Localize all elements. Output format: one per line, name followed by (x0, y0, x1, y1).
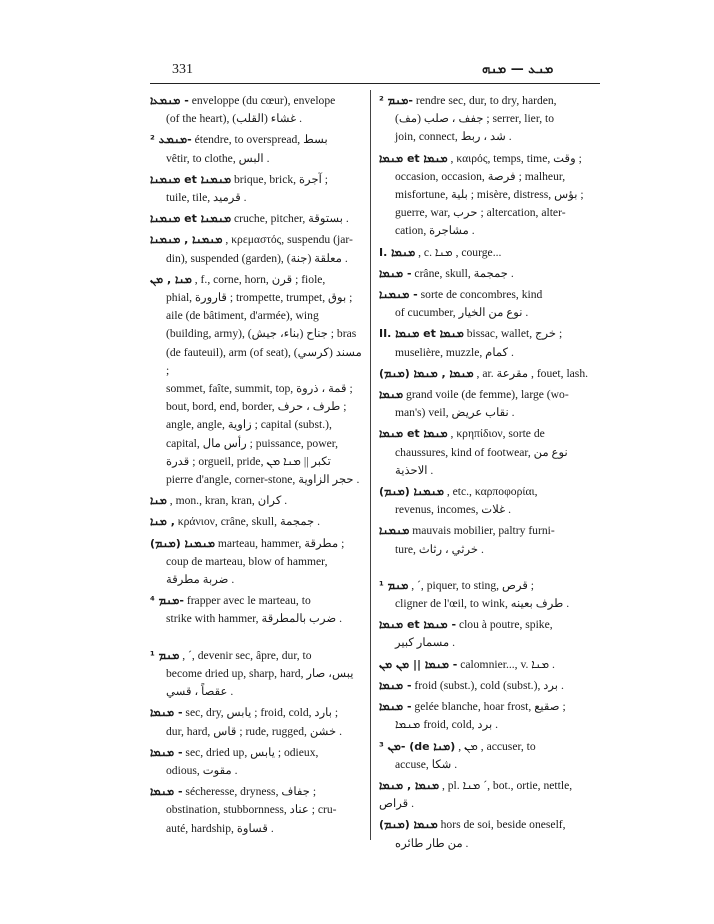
definition-text: gelée blanche, hoar frost, صقيع ; (411, 700, 566, 714)
dictionary-entry (379, 816, 601, 852)
headword: ܡܢܡܐ - (379, 700, 412, 714)
headword: ܡܢܡܐ (379, 388, 404, 402)
definition-text: clou à poutre, spike, (456, 618, 553, 632)
headword: II. ܡܢܡܐ et ܡܢܡܐ (379, 327, 464, 341)
entry-continuation-line (395, 595, 601, 613)
headword: ܡܢܡܢܐ et ܡܢܡܢܐ (150, 212, 232, 226)
definition-text: dur, hard, قاس ; rude, rugged, خشن . (166, 724, 342, 738)
entry-first-line (150, 231, 362, 249)
headword: ܡܢܡܐ et ܡܢܡܐ - (379, 618, 457, 632)
headword: ܡܢܐ (150, 494, 167, 508)
definition-text: sécheresse, dryness, جفاف ; (182, 785, 317, 799)
definition-text: marteau, hammer, مطرقة ; (214, 536, 345, 550)
definition-text: crâne, skull, جمجمة . (411, 266, 514, 280)
entry-continuation-line (395, 168, 601, 186)
entry-first-line (379, 738, 601, 756)
definition-text: مسمار كبير . (395, 636, 455, 650)
entry-first-line (379, 365, 601, 383)
dictionary-entry (150, 131, 362, 167)
entry-first-line (379, 616, 601, 634)
dictionary-entry (379, 777, 601, 813)
definition-text: frapper avec le marteau, to (183, 594, 311, 608)
definition-text: (of the heart), (غشاء (القلب . (166, 112, 302, 126)
definition-text: angle, angle, زاوية ; capital (subst.), (166, 418, 332, 432)
entry-continuation-line (166, 307, 362, 325)
definition-text: vêtir, to clothe, البس . (166, 151, 270, 165)
entry-first-line (379, 677, 601, 695)
definition-text: enveloppe (du cœur), envelope (188, 94, 336, 107)
headword: ܡܢܡܐ || ܡܢ ܡܢ - (379, 657, 458, 671)
entry-first-line (150, 704, 362, 722)
entry-continuation-line (166, 820, 362, 838)
definition-text: عقصاً ، قسي . (166, 685, 234, 699)
running-head: ܡܢܥ — ܡܢܗ (482, 62, 554, 77)
definition-text: tuile, tile, قرميد . (166, 191, 247, 205)
dictionary-entry (150, 647, 362, 702)
definition-text: chaussures, kind of footwear, نوع من (395, 445, 568, 459)
dictionary-entry (379, 150, 601, 241)
definition-text: calomnier..., v. ܡܢܐ . (457, 657, 555, 671)
entry-continuation-line (166, 380, 362, 398)
definition-text: ضربة مطرقة . (166, 573, 235, 587)
entry-continuation-line (395, 444, 601, 462)
entry-continuation-line (395, 222, 601, 240)
dictionary-entry (150, 171, 362, 207)
entry-continuation-line (395, 541, 601, 559)
entry-first-line (379, 698, 601, 716)
definition-text: , ´, piquer, to sting, قرص ; (408, 578, 535, 592)
entry-first-line (379, 386, 601, 404)
entry-continuation-line (166, 189, 362, 207)
entry-first-line (379, 522, 601, 540)
dictionary-entry (379, 522, 601, 558)
left-column (150, 92, 362, 841)
definition-text: odious, مقوت . (166, 763, 238, 777)
entry-first-line (379, 92, 601, 110)
definition-text: aile (de bâtiment, d'armée), wing (166, 309, 319, 323)
definition-text: phial, قارورة ; trompette, trumpet, بوق ; (166, 291, 353, 305)
definition-text: revenus, incomes, غلات . (395, 503, 511, 517)
definition-text: grand voile (de femme), large (wo- (403, 388, 569, 402)
entry-continuation-line (395, 186, 601, 204)
entry-continuation-line (395, 501, 601, 519)
definition-text: , f., corne, horn, قرن ; fiole, (191, 272, 326, 286)
definition-text: , pl. ܡܢܐ ´, bot., ortie, nettle, قراص . (379, 778, 573, 811)
definition-text: strike with hammer, ضرب بالمطرقة . (166, 612, 342, 626)
column-divider (370, 90, 371, 840)
entry-first-line (150, 783, 362, 801)
headword: ܡܢܡܢܐ - (379, 288, 418, 302)
entry-first-line (150, 492, 362, 510)
dictionary-entry (150, 744, 362, 780)
definition-text: ܡܢܡܐ froid, cold, برد . (395, 718, 499, 732)
entry-continuation-line (166, 610, 362, 628)
dictionary-entry (379, 656, 601, 674)
entry-continuation-line (166, 453, 362, 471)
headword: ܡܢܐ , ܡܢ (150, 272, 192, 286)
entry-first-line (150, 92, 362, 110)
entry-first-line (379, 656, 601, 674)
entry-first-line (379, 286, 601, 304)
definition-text: sommet, faîte, summit, top, قمة ، ذروة ; (166, 382, 353, 396)
definition-text: sorte de concombres, kind (417, 288, 543, 302)
definition-text: , καιρός, temps, time, وقت ; (447, 151, 582, 165)
dictionary-entry (379, 325, 601, 361)
definition-text: sec, dry, يابس ; froid, cold, بارد ; (182, 706, 339, 720)
headword: ܡܢ ³- (de ܡܢܐ) (379, 739, 456, 753)
page-number: 331 (172, 62, 193, 77)
entry-first-line (150, 744, 362, 762)
definition-text: din), suspended (garden), (معلقة (جنة . (166, 251, 348, 265)
definition-text: accuse, شكا . (395, 757, 458, 771)
headword: ܡܢܡܢܐ et ܡܢܡܢܐ (150, 172, 232, 186)
definition-text: bout, bord, end, border, طرف ، حرف ; (166, 400, 347, 414)
dictionary-entry (150, 492, 362, 510)
definition-text: (building, army), (جناح (بناء، جيش ; bras (166, 327, 357, 341)
definition-text: étendre, to overspread, بسط (191, 133, 328, 147)
entry-continuation-line (166, 471, 362, 489)
headword: ܡܢܡܐ - (150, 745, 183, 759)
entry-continuation-line (166, 435, 362, 453)
entry-first-line (379, 244, 601, 262)
dictionary-entry (379, 738, 601, 774)
headword: ܡܢܡܐ - (150, 785, 183, 799)
dictionary-entry (379, 698, 601, 734)
dictionary-entry (150, 231, 362, 267)
entry-first-line (150, 171, 362, 189)
definition-text: , ܡܢ , accuser, to (455, 739, 536, 753)
entry-first-line (379, 483, 601, 501)
entry-continuation-line (166, 683, 362, 701)
entry-continuation-line (166, 801, 362, 819)
dictionary-entry (379, 286, 601, 322)
headword: (ܡܢܡ) ܡܢܡܢܐ (150, 536, 215, 550)
definition-text: muselière, muzzle, كمام . (395, 345, 514, 359)
entry-first-line (379, 777, 601, 813)
entry-continuation-line (166, 325, 362, 343)
headword: ܡܢܡܥ ²- (150, 133, 192, 147)
entry-continuation-line (166, 289, 362, 307)
dictionary-entry (150, 92, 362, 128)
entry-continuation-line (166, 398, 362, 416)
headword: ܡܢܡܐ - (379, 678, 412, 692)
headword: (ܡܢܡ) ܡܢܡܢܐ (379, 485, 444, 499)
dictionary-entry (379, 677, 601, 695)
definition-text: auté, hardship, قساوة . (166, 821, 274, 835)
entry-first-line (150, 647, 362, 665)
definition-text: (جفف ، صلب (مف ; serrer, lier, to (395, 112, 555, 126)
dictionary-entry (379, 616, 601, 652)
definition-text: coup de marteau, blow of hammer, (166, 554, 328, 568)
entry-continuation-line (166, 665, 362, 683)
headword: ܡܢܡܐ , ܡܢܡܐ (379, 778, 440, 792)
header-rule (150, 83, 600, 84)
definition-text: rendre sec, dur, to dry, harden, (412, 94, 557, 107)
dictionary-entry (150, 271, 362, 489)
definition-text: cation, مشاجرة . (395, 224, 475, 238)
definition-text: من طار طائره . (395, 836, 469, 850)
dictionary-entry (379, 244, 601, 262)
entry-continuation-line (395, 756, 601, 774)
definition-text: , c. ܡܢܐ , courge... (415, 245, 502, 259)
definition-text: , κρεμαστός, suspendu (jar- (222, 233, 353, 247)
entry-first-line (150, 271, 362, 289)
entry-first-line (150, 592, 362, 610)
definition-text: join, connect, شد ، ربط . (395, 130, 512, 144)
headword: ܡܢܡܐ - (379, 266, 412, 280)
dictionary-entry (150, 210, 362, 228)
headword: ܡܢܡܐ et ܡܢܡܐ (379, 151, 448, 165)
definition-text: , ar. مقرعة , fouet, lash. (473, 366, 589, 380)
entry-continuation-line (166, 416, 362, 434)
dictionary-entry (150, 704, 362, 740)
entry-first-line (379, 577, 601, 595)
definition-text: guerre, war, حرب ; altercation, alter- (395, 206, 566, 220)
entry-continuation-line (166, 723, 362, 741)
definition-text: cruche, pitcher, بستوقة . (231, 212, 349, 226)
definition-text: الاحذية . (395, 463, 434, 477)
entry-continuation-line (395, 716, 601, 734)
definition-text: , ´, devenir sec, âpre, dur, to (179, 648, 312, 662)
headword: ܡܢܡܐ et ܡܢܡܐ (379, 427, 448, 441)
definition-text: of cucumber, نوع من الخيار . (395, 306, 529, 320)
definition-text: brique, brick, آجرة ; (231, 172, 328, 186)
headword: (ܡܢܡ) ܡܢܡܐ , ܡܢܡܐ (379, 366, 474, 380)
entry-continuation-line (166, 150, 362, 168)
headword: (ܡܢܡ) ܡܢܡܐ (379, 818, 438, 832)
definition-text: froid (subst.), cold (subst.), برد . (411, 678, 564, 692)
entry-continuation-line (395, 304, 601, 322)
right-column (379, 92, 601, 856)
definition-text: mauvais mobilier, paltry furni- (409, 524, 555, 538)
dictionary-entry (150, 783, 362, 838)
entry-first-line (379, 150, 601, 168)
entry-continuation-line (395, 128, 601, 146)
headword: I. ܡܢܡܐ (379, 245, 416, 259)
entry-continuation-line (395, 634, 601, 652)
headword: ܡܢܡܢܐ (379, 524, 410, 538)
definition-text: (de fauteuil), arm (of seat), (مسند (كرسي ; (166, 345, 362, 377)
definition-text: misfortune, بلية ; misère, distress, بؤس ; (395, 188, 584, 202)
definition-text: , etc., καρποφορίαι, (443, 485, 538, 499)
definition-text: bissac, wallet, خرج ; (463, 327, 563, 341)
headword: ܡܢܡܢܐ , ܡܢܡܢܐ (150, 233, 223, 247)
definition-text: occasion, occasion, فرصة ; malheur, (395, 169, 566, 183)
dictionary-entry (379, 92, 601, 147)
definition-text: hors de soi, beside oneself, (437, 818, 566, 832)
entry-continuation-line (395, 204, 601, 222)
definition-text: , mon., kran, kran, كران . (166, 494, 288, 508)
entry-first-line (379, 816, 601, 834)
definition-text: sec, dried up, يابس ; odieux, (182, 745, 319, 759)
entry-continuation-line (395, 462, 601, 480)
headword: ܡܢܡ ²- (379, 94, 413, 107)
dictionary-entry (150, 535, 362, 590)
headword: ܡܢܡܐ - (150, 706, 183, 720)
definition-text: , κρηπίδιον, sorte de (447, 427, 545, 441)
entry-continuation-line (395, 344, 601, 362)
entry-continuation-line (166, 553, 362, 571)
entry-continuation-line (395, 404, 601, 422)
entry-continuation-line (166, 762, 362, 780)
definition-text: κράνιον, crâne, skull, جمجمة . (174, 515, 321, 529)
entry-first-line (150, 210, 362, 228)
entry-first-line (150, 131, 362, 149)
entry-first-line (379, 325, 601, 343)
entry-continuation-line (395, 110, 601, 128)
headword: ܡܢܡܥܐ - (150, 94, 189, 107)
entry-first-line (379, 265, 601, 283)
entry-continuation-line (166, 250, 362, 268)
definition-text: ture, خرثي ، رثاث . (395, 542, 484, 556)
headword: ܡܢܡ ⁴- (150, 594, 184, 608)
definition-text: capital, رأس مال ; puissance, power, (166, 436, 339, 450)
entry-first-line (379, 425, 601, 443)
dictionary-entry (379, 365, 601, 383)
definition-text: pierre d'angle, corner-stone, حجر الزاوية . (166, 473, 360, 487)
dictionary-entry (379, 265, 601, 283)
dictionary-entry (379, 425, 601, 480)
headword: ¹ ܡܢܡ (150, 648, 180, 662)
definition-text: obstination, stubbornness, عناد ; cru- (166, 803, 337, 817)
entry-continuation-line (395, 835, 601, 853)
dictionary-entry (379, 386, 601, 422)
entry-continuation-line (166, 571, 362, 589)
definition-text: قدرة ; orgueil, pride, تكبر || ܡܢܐ ܡܢ (166, 454, 331, 468)
dictionary-entry (150, 513, 362, 531)
definition-text: become dried up, sharp, hard, يبس، صار (166, 666, 354, 680)
dictionary-entry (150, 592, 362, 628)
definition-text: cligner de l'œil, to wink, طرف بعينه . (395, 597, 570, 611)
entry-first-line (150, 513, 362, 531)
entry-continuation-line (166, 110, 362, 128)
headword: ܡܢܐ , (150, 515, 175, 529)
headword: ¹ ܡܢܡ (379, 578, 409, 592)
entry-first-line (150, 535, 362, 553)
dictionary-entry (379, 577, 601, 613)
dictionary-entry (379, 483, 601, 519)
entry-continuation-line (166, 344, 362, 380)
definition-text: man's) veil, نقاب عريض . (395, 406, 515, 420)
